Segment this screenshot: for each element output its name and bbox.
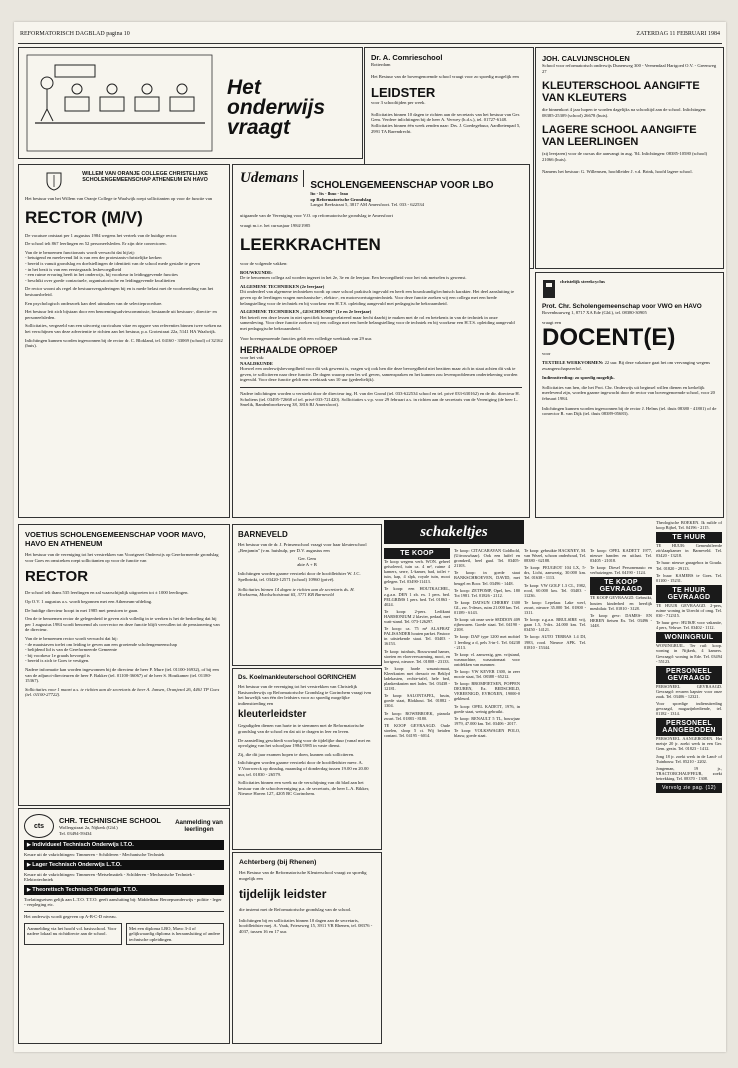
wvo-body-p: Inlichtingen kunnen worden ingewonnen bij de rector dr. C. Blokland, tel. 04160 - 33069 (school) of 32162 (huis). bbox=[25, 337, 223, 349]
banner-line-1: Het bbox=[227, 76, 261, 99]
student-drawing bbox=[25, 53, 215, 153]
calvijn-heading-2: LAGERE SCHOOL AANGIFTE VAN LEERLINGEN bbox=[542, 124, 697, 149]
heading-te-huur: TE HUUR bbox=[656, 532, 722, 543]
classified-ad: Te koop: ROWEBROEK, pianola zwart. Tel. 01883 - 8180. bbox=[384, 710, 450, 721]
comrie-place: Rotterdam bbox=[371, 62, 391, 67]
voetius-role: RECTOR bbox=[25, 568, 89, 586]
wvo-body-p: - een ruime ervaring heeft in het onderwijs, bij voorkeur in leidinggevende functies bbox=[25, 272, 178, 278]
wvo-body-p: - beschikt over goede contactuele, organisatorische en leidinggevende kwaliteiten bbox=[25, 277, 176, 283]
comrie-role: LEIDSTER bbox=[371, 85, 436, 101]
barneveld-role-pre2: akte A + B bbox=[297, 561, 317, 567]
prot-vak-text: 22 uur. Bij deze vakature gaat het om vervanging wegens zwangerschapsverlof. bbox=[542, 359, 710, 371]
classifieds-column bbox=[656, 520, 722, 1048]
comrie-intro: Het Bestuur van de bovengenoemde school vraagt voor zo spoedig mogelijk een bbox=[371, 73, 519, 79]
cts-bar-text: Toelatingseisen gelijk aan L.T.O. T.T.O. geeft aansluiting bij: Middelbaar Beroepsonderwijs - politie - leger - verpleging etc. bbox=[24, 896, 222, 908]
prot-vak: TEXTIELE WERKVORMEN: bbox=[542, 359, 604, 365]
classified-ad: Te koop: AUTO TERRAS 1.4 DI, 1983, rood. Nieuwe APK. Tel. 01810 - 15344. bbox=[524, 634, 586, 650]
heading-te-huur-gevraagd: TE HUUR GEVRAAGD bbox=[656, 585, 722, 603]
schakeltjes-section bbox=[384, 520, 722, 1048]
koelman-title: Ds. Koelmankleuterschool GORINCHEM bbox=[238, 674, 356, 681]
heading-personeel-gevraagd: PERSONEEL GEVRAAGD bbox=[656, 666, 722, 684]
prot-logo-text: christelijk streekcyclus bbox=[560, 279, 605, 284]
cts-footer: Het onderwijs wordt gegeven op A-B-C-D niveau. bbox=[24, 911, 224, 920]
classified-ad: Te koop: ZETPOMP, Opel, bes. 180 Tot 1981. Tel. 01826 - 2112. bbox=[454, 587, 520, 598]
udemans-naald-text: Hoewel een onderwijsbevoegdheid voor dit vak gewenst is, vragen wij ook hen die deze bevoegdheid niet bezitten maar zich in staat achten dit vak te geven, te solliciteren naar deze functie. De dagen waarop men les wil geven, samenspraken en het kunnen zou levensproblemen ondertekening worden ingevuld. Voor deze functie geldt een weektaak van 10 uur (gedeeltelijk). bbox=[240, 366, 518, 383]
cts-bar: ▶ Individueel Technisch Onderwijs I.T.O. bbox=[24, 840, 224, 850]
koelman-body-p: De aanstelling geschiedt voorlopig voor de tijdelijke duur (vanaf mei en opvolging van het schooljaar 1984/1985 in vaste dienst. bbox=[238, 737, 371, 749]
udemans-sub2: op Reformatorische Grondslag bbox=[310, 196, 371, 202]
classified-ad: Te koop: Diesel Personenauto en verhuizingen. Tel. 04190 - 1124. bbox=[590, 565, 652, 576]
cts-bar: ▶ Theoretisch Technisch Onderwijs T.T.O. bbox=[24, 885, 224, 895]
heading-te-koop: TE KOOP bbox=[384, 548, 450, 559]
voetius-ad bbox=[18, 524, 230, 806]
barneveld-ad bbox=[232, 524, 382, 666]
wvo-ad bbox=[18, 164, 230, 518]
voetius-body-p: - belijdend lid is van de Gereformeerde Gemeente bbox=[25, 647, 117, 653]
classified-ad: Te koop: harde wasautomaat, Kleerkasten met dressoir en Beklyd ladekasten, rechte-tafel, hele bed, plankenkasten met lades. Tel. 03438 - 12181. bbox=[384, 665, 450, 692]
voetius-body-p: Nadere informatie kan worden ingewonnen bij de directeur de heer P. Mure (tel. 01100-16932), of bij een van de adjunct-directeuren de heer P. Bakker (tel. 01100-36067) of de heer S. Houtkamer (tel. 01180-15367). bbox=[25, 666, 219, 684]
classified-ad: Te koop: VW GOLF 1.3 CL, 1982, rood, 60.000 km. Tel. 03403 - 11236. bbox=[524, 582, 586, 598]
classified-ad: TE KOOP GEVRAAGD. Gebruikt, houten kinderbed en heerlijk meubilair. Tel. 01810 - 3128. bbox=[590, 595, 652, 611]
calvijn-ad bbox=[535, 47, 724, 269]
wvo-body-p: Van de te benoemen functionaris wordt verwacht dat hij/zij: bbox=[25, 249, 135, 255]
prot-role: DOCENT(E) bbox=[542, 324, 676, 352]
comrie-title: Dr. A. Comrieschool bbox=[371, 53, 443, 62]
udemans-sub1: lto - lts - lhno - leao bbox=[310, 191, 349, 196]
wvo-body-p: - bereid is vanuit grondslag en doelstellingen de identiteit van de school mede gestalte te geven bbox=[25, 260, 200, 266]
cts-bar-label: Individueel Technisch Onderwijs I.T.O. bbox=[32, 842, 134, 848]
voetius-body-p: De school telt thans 535 leerlingen en zal waarschijnlijk uitgroeien tot ± 1000 leerlingen. bbox=[25, 590, 189, 596]
streekcyclus-logo-icon bbox=[542, 279, 556, 299]
header-right: ZATERDAG 11 FEBRUARI 1984 bbox=[636, 31, 720, 37]
prot-sollicit: Sollicitaties van hen, die het Prot. Chr. Onderwijs uit beginsel willen dienen en kerkelijk meelevend zijn, worden gaarne ingewacht door de rector van bovengenoemde school, voor 20 februari 1984. bbox=[542, 384, 715, 401]
wvo-body-p: Het bestuur lett zich bijstaan door een benoemingsadviescommissie, bestaande uit bestuurs-, directie- en personeelsleden. bbox=[25, 309, 217, 320]
cts-footer-left: Aanmelding via het hoofd v.d. basisschool. Voor nadere lokaal nu richtdirecte aan de school. bbox=[24, 923, 122, 946]
udemans-oproep: HERHAALDE OPROEP bbox=[240, 345, 338, 356]
crest-icon bbox=[45, 171, 63, 191]
classifieds-column bbox=[454, 548, 520, 1048]
prot-indienst: Indiensttreding: zo spoedig mogelijk. bbox=[542, 375, 615, 381]
cts-bar-text: Keuze uit de vakrichtingen: Timmeren - Schilderen - Mechanische Techniek bbox=[24, 852, 165, 857]
voetius-intro: Het bestuur van de vereniging tot het verstrekken van Voortgezet Onderwijs op Gereformeerde grondslag voor Goes en omstreken roept sollicitanten op voor de functie van bbox=[25, 552, 219, 563]
cts-address-2: Tel. 03494-59434 bbox=[59, 830, 92, 836]
classified-ad: PERSONEEL GEVRAAGD. Gevraagd: ervaren kapster voor onze zaak. Tel. 03406 - 12321. bbox=[656, 683, 722, 699]
classified-ad: Te koop gevr: DAMES- EN HEREN fietsen Ex. Tel. 03496 - 1448. bbox=[590, 612, 652, 628]
classified-ad: WONINGRUIL. Ter ruil: koop. woning in Nijkerk, 4 kamers. Gevraagd: woning in Ede. Tel. 03494 - 55123. bbox=[656, 643, 722, 664]
continued-note: Vervolg zie pag. (12) bbox=[656, 783, 722, 793]
classified-ad: Jong 18 jr. zoekt werk in de Land- of Tuinbouw. Tel. 05210 - 2202. bbox=[656, 753, 722, 764]
classified-ad: TE KOOP GEVRAAGD. Oude stoelen, sloop 5 ct. Wij betalen contant. Tel. 04195 - 6014. bbox=[384, 722, 450, 738]
achterberg-body: Inlichtingen bij en sollicitaties binnen 10 dagen aan de secretaris, hoofdleidster mej. A. Vaak, Frieseweg 15, 3911 VR Rhenen, tel. 08376 - 4037, tussen 16 en 17 uur. bbox=[239, 917, 373, 934]
classified-ad: Te koop: CITACARAVAN Goldbold, (Uitvouwbaar). Ook een luifel en grondzeil, heel gaaf. Tel. 03405-21103. bbox=[454, 548, 520, 569]
classified-ad: Theologische BOEKEN. Ik ruilde of koop Bijbel, Tel. 04196 - 2115. bbox=[656, 520, 722, 531]
udemans-section-head: BOUWKUNDE: bbox=[240, 269, 273, 275]
classified-ad: Te koop: een HOUTKACHEL, z.g.a.n. DEN 1 zb. ex. 1 pers. bed. PELGRIMS 1 pers. bed. Tel. 01863 - 4024. bbox=[384, 586, 450, 607]
cts-address-1: Wollergstraat 2a, Nijkerk (Gld.) bbox=[59, 824, 118, 830]
cts-ad bbox=[18, 808, 230, 1044]
udemans-sub3: uitgaande van de Vereniging voor V.O. op reformatorische grondslag te Amersfoort bbox=[240, 212, 394, 218]
page-header bbox=[18, 25, 722, 44]
banner-line-3: vraagt bbox=[227, 116, 291, 139]
classified-ad: Te koop: gebruikte HACKNEY, M. van Wezel, schoon onderhoud, Tel. 08380 - 62188. bbox=[524, 548, 586, 564]
cts-aanmelding: Aanmelding van leerlingen bbox=[175, 819, 223, 833]
achterberg-title: Achterberg (bij Rhenen) bbox=[239, 859, 317, 866]
classified-ad: Voor spoedige indiensttreding gevraagd, magazijnbediende, tel. 01182 - 1314. bbox=[656, 700, 722, 717]
cts-bar-text: Keuze uit de vakrichtingen: Timmeren -Metselmatiek - Schilderen - Mechanische Techniek - Elektrotechniek bbox=[24, 871, 195, 883]
prot-title: Prot. Chr. Scholengemeenschap voor VWO en HAVO bbox=[542, 303, 702, 310]
classified-ad: Te huur: KAMERS te Goes. Tel. 01100 - 15231. bbox=[656, 572, 722, 583]
classified-ad: Te koop: 2-pers. Ledikant HARMONIUM 2 klavier, pedaal, met watt-stand. Tel. 073-126297. bbox=[384, 608, 450, 625]
comrie-body: Sollicitaties binnen 10 dagen te richten aan de secretaris van het bestuur van Ger. Gem. Verdere inlichtingen bij de heer A. Verwey (h.d.s.), tel. 01727-6148. Sollicitaties binnen één week zenden naar: Drs. J. Goedegebuur, Aardbeienpad 5, 2991 TA Barendrecht. bbox=[371, 111, 521, 134]
koelman-body-p: Gegadigden dienen van harte in te stemmen met de Reformatorische grondslag van de school en dat uit te dragen in leer en leven. bbox=[238, 723, 364, 734]
wvo-body-p: - betuigend en meelevend lid is van een der protestants-christelijke kerken bbox=[25, 255, 162, 261]
cts-logo-icon: cts bbox=[24, 814, 54, 838]
cts-bar-label: Theoretisch Technisch Onderwijs T.T.O. bbox=[32, 886, 138, 893]
classified-ad: Jongeman, 19 jr., TRACTORCHAUFFEUR, zoekt betrekking. Tel. 08370 - 1308. bbox=[656, 765, 722, 781]
classified-ad: Te huur: nieuwe garagebox in Gouda. Tel. 01820 - 29113. bbox=[656, 560, 722, 571]
classified-ad: Te koop: PEUGEOT 104 LX, 5-drs, Licht, aanwezig, 30.000 km. Tel. 01638 - 1113. bbox=[524, 565, 586, 581]
prot-ad bbox=[535, 272, 724, 518]
classified-ad: Te koop: RENAULT 5 TL, bouwjaar 1979, 47.000 km. Tel. 03406 - 2017. bbox=[454, 715, 520, 726]
barneveld-role-pre: Ger. Gem bbox=[298, 556, 316, 562]
koelman-body-p: Sollicitaties binnen een week na de verschijning van dit blad aan het bestuur van de schoolvereniging p.a. de secretaris, de heer L.A. Bikker, Nieuwe Haven 127, 4205 BC Gorinchem. bbox=[238, 780, 370, 797]
wvo-body-p: De school telt 867 leerlingen en 52 personeelsleden. Er zijn drie conrectoren. bbox=[25, 241, 167, 247]
schakeltjes-title: schakeltjes bbox=[420, 523, 488, 540]
barneveld-body: Inlichtingen worden gaarne verstrekt door de hoofdleidster W. J.C. Spelbrinkt, tel. 03420-12571 (school) 10960 (privé). bbox=[238, 571, 361, 582]
wvo-role: RECTOR (M/V) bbox=[25, 207, 143, 227]
banner-line-2: onderwijs bbox=[227, 96, 326, 119]
classified-ad: Te koop: Lepelaar. Lake werf, zwart, nieuwe 35.000 Tel. 01800 - 1311. bbox=[524, 599, 586, 616]
classified-ad: Te koop: VOLKSWAGEN POLO, blauw, goede staat. bbox=[454, 727, 520, 738]
classified-ad: Te koop: tuinhuis, Bouwwand hamer, stoeien en vloerverwarming, mooi, en kortgerst, nieuwe. Tel. 01808 - 23133. bbox=[384, 648, 450, 664]
udemans-voor: voor de volgende vakken: bbox=[240, 260, 288, 266]
prot-inlichtingen: Inlichtingen kunnen worden ingewonnen bij de rector J. Helms (tel. thuis 08380 - 41801) of de conrector R. van Dijk (tel. thuis 08389-05683). bbox=[542, 405, 717, 417]
voetius-body-p: - bereid is zich te Goes te vestigen. bbox=[25, 658, 90, 664]
barneveld-intro: Het bestuur van de dr. J. Prinsenschool vraagt voor haar kleuterschool „Benjamin" (v.m. huishulp, per D.V. augustus een bbox=[238, 542, 367, 553]
calvijn-sub: School voor reformatorisch onderwijs Dunenweg 300 - Veenendaal Hartgoed O.V. - Greenweg 27 bbox=[542, 63, 717, 74]
calvijn-sign: Namens het bestuur: G. Willemsen, hoofdleider J. v.d. Brink, hoofd lagere school. bbox=[542, 168, 693, 174]
voetius-body-p: Sollicitaties voor 1 maart a.s. te richten aan de secretaris de heer A. Jansen, Oranjezol 26, 4461 TP Goes (tel. 01100-27722). bbox=[25, 686, 220, 698]
classified-ad: TE HUUR: Gemeubileerde zit/slaapkamer in Barneveld. Tel. 03420 - 13218. bbox=[656, 543, 722, 559]
newspaper-page bbox=[14, 22, 726, 1052]
schakeltjes-banner bbox=[384, 520, 524, 544]
header-left: REFORMATORISCH DAGBLAD pagina 10 bbox=[20, 31, 130, 37]
udemans-section-head: ALGEMENE TECHNIEKEN „GESCHOOND" (1e en 2e leerjaar) bbox=[240, 309, 372, 315]
heading-personeel-aangeboden: PERSONEEL AANGEBODEN bbox=[656, 718, 722, 736]
classified-ad: Te koop: OPEL KADETT 1977, nieuwe banden en uitlaat. Tel. 03405 - 21018. bbox=[590, 548, 652, 564]
udemans-naald: NAALDKUNDE bbox=[240, 360, 273, 366]
calvijn-heading-1: KLEUTERSCHOOL AANGIFTE VAN KLEUTERS bbox=[542, 80, 700, 105]
voetius-body-p: Om de te benoemen rector de gelegenheid te geven zich volledig in te werken is het de bedoeling dat hij per 1 augustus 1984 wordt benoemd als con-rector en deze functie blijft vervullen tot de pensionering van de directeur. bbox=[25, 616, 220, 633]
voetius-body-p: - bij voorkeur 1e graads bevoegd is bbox=[25, 652, 90, 658]
cts-footer-right: Met een diploma LBO, Mavo 3-4 of gelijkwaardig diploma is heraansluiting of andere technische opleidingen. bbox=[126, 923, 224, 946]
prot-address: Bovenbuurweg 1, 8717 XA Ede (Gld.), tel. 08380-30905 bbox=[542, 310, 647, 316]
barneveld-title: BARNEVELD bbox=[238, 530, 288, 539]
udemans-vraagt: vraagt m.i.v. het cursusjaar 1984/1985 bbox=[240, 223, 311, 229]
udemans-section-head: ALGEMENE TECHNIEKEN (2e leerjaar) bbox=[240, 283, 325, 289]
barneveld-tail: Sollicitaties binnen 14 dagen te richten aan de secretaris ds. H. Hoeksema, Moolschotstraat 65, 3771 KB Barneveld bbox=[238, 586, 355, 598]
voetius-title: VOETIUS SCHOLENGEMEENSCHAP VOOR MAVO, HAVO EN ATHENEUM bbox=[25, 530, 206, 548]
udemans-footer: Nadere inlichtingen worden u verstrekt door de directeur ing. H. van der Grond (tel. 033-622534 school en tel. privé 033-630162) en de dir. directeur H. Scholtens (tel. 03495-72668 of tel. privé 033-721420). Sollicitaties s.v.p. voor 29 februari a.s. in richten aan de secretaris van de Vereniging (de heer L. Smelik, Randenbroekerweg 38, 3816 BJ Amersfoort). bbox=[240, 387, 522, 408]
cts-title: CHR. TECHNISCHE SCHOOL bbox=[59, 815, 161, 825]
classified-ad: Te koop: BROMFIETSEN, POPPEN DEUREN, Ex. BEDSCHILD, VEREENIGD, EVBOXEN, 19000-0 gekleurd. bbox=[454, 681, 520, 702]
udemans-oproep-voor: voor het vak: bbox=[240, 355, 265, 361]
classified-ad: Te koop: DATSUN CHERRY 1300 GL, zw. 5-deurs, ruim 21.000 km. Tel. 01189 - 6143. bbox=[454, 599, 520, 616]
udemans-section-text: Voor bovengenoemde functies geldt een volledige weektaak van 29 uur. bbox=[240, 335, 373, 341]
heading-woningruil: WONINGRUIL bbox=[656, 632, 722, 643]
voetius-body-p: - de maatstaven toelet om leiding te geven aan een groeiende scholengemeenschap bbox=[25, 641, 177, 647]
udemans-address: Langoi Beekstraat 5, 3817 AM Amersfoort. Tel. 033 - 622534 bbox=[310, 202, 424, 208]
calvijn-title: JOH. CALVIJNSCHOLEN bbox=[542, 54, 630, 63]
classified-ad: TE HUUR GEVRAAGD. 2-pers, ruime woning in Utrecht of omg. Tel. 030 - 712315. bbox=[656, 602, 722, 619]
classifieds-column bbox=[384, 548, 450, 1048]
classified-ad: Te koop: DAF type 1200 met mobiel 1 leerling a d, pels 3-in-1. Tel. 04238 - 2113. bbox=[454, 634, 520, 650]
wvo-title: WILLEM VAN ORANJE COLLEGE CHRISTELIJKE SCHOLENGEMEENSCHAP ATHENEUM EN HAVO bbox=[82, 171, 208, 184]
udemans-section-text: Dit onderdeel van algemene technieken wordt op onze school praktisch ingevuld en heeft een bouwkundig/technisch karakter. Het deel aansluiting te geven op de leerlingen vragen mechanische-, elektro-, en motorvoertuigentechniek. Voor deze functie zoeken wij een collega met een brede belangstelling voor de techniek en bij voorkeur een H.T.S. opleiding aangevuld met pedagogische bekwaamheid. bbox=[240, 289, 515, 306]
wvo-body bbox=[25, 233, 223, 349]
classified-ad: PERSONEEL AANGEBODEN. Het meisje 20 jr. zoekt werk in een Ger. Gem. gezin. Tel. 01823 - 1412. bbox=[656, 736, 722, 752]
achterberg-mid: die instemt met de Reformatorische grondslag van de school. bbox=[239, 907, 352, 913]
udemans-title: SCHOLENGEMEENSCHAP VOOR LBO bbox=[310, 180, 494, 191]
koelman-body-p: Zij, die dit jaar examen hopen te doen, kunnen ook solliciteren. bbox=[238, 751, 355, 757]
prot-vraagt: vraagt een bbox=[542, 319, 562, 325]
koelman-body-p: Inlichtingen worden gaarne verstrekt door de hoofdleidster mevr. A. Y.Voorwerck op dinsdag, maandag of donderdag tussen 19.00 en 20.00 uur, tel. 01830 - 26579. bbox=[238, 760, 369, 777]
wvo-body-p: De rector woont als regel de bestuursvergaderingen bij en is mede belast met de voorbereiding van het bestuursbeleid. bbox=[25, 286, 214, 297]
classified-ad: Te koop: vl. aanwezig, gen. vrijstand, wasmachine, wasautomaat voor ontdekken van nummer. bbox=[454, 651, 520, 667]
voetius-body-p: Van de te benoemen rector wordt verwacht dat hij: bbox=[25, 635, 118, 641]
achterberg-ad bbox=[232, 852, 382, 1044]
calvijn-text-1: die binnenkort 4 jaar hopen te worden dagelijks na schooltijd aan de school. Inlichtingen: 08385-25309 (school) 26678 (huis). bbox=[542, 107, 707, 118]
udemans-section-text: Het betreft een deze lessen in niet specifiek bouwgerelateerd maar hecht daarbij te maken met de rol en betekenis in van de techniek in onze samenleving. Voor deze functie zoeken wij een collega met een brede belangstelling voor de techniek en bij voorkeur een H.T.S. opleiding aangevuld met pedagogische bekwaamheid. bbox=[240, 314, 515, 331]
udemans-logo: Udemans bbox=[240, 170, 304, 187]
wvo-body-p: Een psychologisch onderzoek kan deel uitmaken van de selectieprocedure. bbox=[25, 300, 163, 306]
prot-voor: voor bbox=[542, 351, 551, 357]
classifieds-column bbox=[524, 548, 652, 1048]
wvo-body-p: Sollicitaties, vergezeld van een uitvoerig curriculum vitae en opgave van referenties binnen twee weken na het verschijnen van deze advertentie te richten aan het bestuur, p.a. Grotestraat 22a, 5141 HA Waalwijk. bbox=[25, 323, 222, 334]
classified-ad: Te koop: VW KEVER 1300, in zeer mooie staat, Tel. 08388 - 65212. bbox=[454, 668, 520, 680]
koelman-role: kleuterleidster bbox=[238, 709, 307, 721]
voetius-body-p: De huidige directeur hoopt in mei 1985 met pensioen te gaan. bbox=[25, 607, 139, 613]
wvo-intro: Het bestuur van het Willem van Oranje College te Waalwijk roept sollicitanten op voor de functie van bbox=[25, 196, 213, 201]
calvijn-text-2: (zij leerjaren) voor de cursus die aanvangt in aug. '84. Inlichtingen: 08385-10580 (school) 21066 (huis). bbox=[542, 151, 708, 162]
classified-ad: Te koop: SALONTAFEL, bruin, goede staat, Blokhout. Tel. 01882 - 1304. bbox=[384, 693, 450, 709]
classified-ad: Te koop: uit onze serie SEDDON 409 rijbewaren. Goede staat. Tel. 04190 - 2108. bbox=[454, 617, 520, 633]
classified-ad: Te koop wegens verh. WON. geheel geïsoleerd, tuin ca. 4 m², ruime 4 kamers, serre, L-kamer, bad, toilet + tuin, kap, 4 slpk, royale tuin, mooi gelegen. Tel. 03490-11413. bbox=[384, 559, 450, 585]
achterberg-role: tijdelijk leidster bbox=[239, 887, 327, 902]
udemans-section-text: De te benoemen collega zal worden ingezet in het 2e, 3e en 4e leerjaar. Een bevoegdheid voor het vak metselen is gewenst. bbox=[240, 275, 467, 281]
classified-ad: Te koop: in goede staat BANKSCHROEVEN, DAVID, met beugel en Boor. Tel. 03496 - 1448. bbox=[454, 570, 520, 586]
koelman-ad bbox=[232, 668, 382, 850]
cts-bar-label: Lager Technisch Onderwijs L.T.O. bbox=[32, 861, 122, 868]
achterberg-intro: Het Bestuur van de Reformatorische Kleuterschool vraagt zo spoedig mogelijk een bbox=[239, 870, 367, 881]
classified-ad: Te koop: OPEL KADETT, 1976, in goede staat, weinig gebruikt. bbox=[454, 703, 520, 714]
classified-ad: Te koop: ca. 75 m² ALAFRAT PALISANDER houten parket. Pastoor in uitstekende staat. Tel. 03403 - 16153. bbox=[384, 626, 450, 647]
heading-te-koop-gevraagd: TE KOOP GEVRAAGD bbox=[590, 577, 652, 595]
cts-bar: ▶ Lager Technisch Onderwijs L.T.O. bbox=[24, 860, 224, 870]
classified-ad: Te huur gevr: HUISJE voor vakantie, 4 pers, Veluwe. Tel. 03402 - 1112. bbox=[656, 620, 722, 631]
koelman-intro: Het bestuur van de vereniging tot het verstrekken van Christelijk Basisonderwijs op Reformatorische Grondslag te Gorinchem vraagt ivm het huwelijk van één der leidsters voor zo spoedig mogelijke indiensttreding een bbox=[238, 684, 372, 706]
comrie-role-sub: voor 3 schooltijden per week. bbox=[371, 100, 426, 106]
wvo-body-p: De vacature ontstaat per 1 augustus 1984 wegens het vertrek van de huidige rector. bbox=[25, 232, 178, 238]
classified-ad: Te koop: z.g.a.n. BRULSIRE vrij, gaan 1.5, 5-drs. 24.000 km. Tel. 03450 - 14121. bbox=[524, 617, 586, 633]
wvo-body-p: - in het bezit is van een eerstegraads lesbevoegdheid bbox=[25, 266, 122, 272]
udemans-ad bbox=[232, 164, 530, 518]
banner-ad bbox=[18, 47, 363, 159]
udemans-role: LEERKRACHTEN bbox=[240, 234, 381, 254]
voetius-body-p: Op O.V. 1 augustus a.s. wordt begonnen met een Atheneum-afdeling. bbox=[25, 598, 153, 604]
